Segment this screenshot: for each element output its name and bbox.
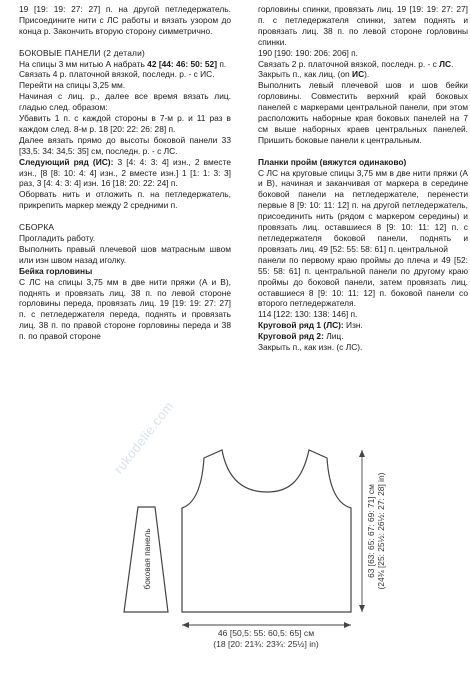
paragraph: Закрыть п., как изн. (с ЛС).: [258, 342, 363, 353]
paragraph: панели по первому краю проймы до плеча и 49 [52: 55: 58: 61] п. центральной панели по другому краю проймы до боковой панели, затем провязать лиц. оставшиеся 8 [9: 10: 11: 12] п. боковой панели со второго петледержателя.: [258, 254, 468, 309]
height-label-imperial: (24¾ [25: 25½: 26½: 27: 28] in): [376, 472, 386, 590]
schematic-diagram: [0, 420, 470, 690]
side-panel-label: боковая панель: [142, 528, 152, 590]
paragraph: Связать 2 р. платочной вязкой, последн. р. - с ЛС.: [258, 58, 454, 69]
paragraph: горловины спинки, провязать лиц. 19 [19: 19: 27: 27] п. с петледержателя спинки, затем поднять и провязать лиц. 38 п. по левой стороне горловины спинки.: [258, 4, 468, 47]
paragraph: На спицы 3 мм нитью А набрать 42 [44: 46: 50: 52] п.: [19, 58, 227, 69]
paragraph: Начиная с лиц. р., далее все время вязать лиц. гладью след. образом:: [19, 91, 231, 113]
paragraph: Круговой ряд 2: Лиц.: [258, 331, 344, 342]
schematic-svg: [0, 420, 470, 690]
paragraph: Убавить 1 п. с каждой стороны в 7-м р. и 11 раз в каждом след. 8-м р. 18 [20: 22: 26: 28] п.: [19, 113, 231, 134]
paragraph: Прогладить работу.: [19, 233, 96, 243]
height-arrow-top-icon: [359, 450, 365, 457]
paragraph: Круговой ряд 1 (ЛС): Изн.: [258, 320, 363, 331]
width-arrow-right-icon: [344, 622, 351, 628]
paragraph: Закрыть п., как лиц. (on ИС).: [258, 69, 370, 80]
paragraph: Выполнить левый плечевой шов и шов бейки горловины. Совместить верхний край боковых панелей с маркерами центральной панели, при этом расположить наборные края боковых панелей на 7 см выше наборных краев центральных панелей. Пришить боковые панели к центральным.: [258, 80, 468, 145]
watermark: rukodelie.com: [110, 398, 177, 477]
paragraph: 190 [190: 190: 206: 206] п.: [258, 47, 358, 58]
height-label-metric: 63 [63: 65: 67: 69: 71] см: [366, 484, 376, 578]
width-arrow-left-icon: [182, 622, 189, 628]
paragraph: Следующий ряд (ИС): 3 [4: 4: 3: 4] изн., 2 вместе изн., [8 [8: 10: 4: 4] изн., 2 вместе изн.] 1 [1: 1: 3: 3] раз, 3 [4: 4: 3: 4] изн. 16 [18: 20: 22: 24] п.: [19, 156, 231, 189]
paragraph: Далее вязать прямо до высоты боковой панели 33 [33,5: 34: 34,5: 35] см, последн. р. - с ЛС.: [19, 134, 231, 156]
paragraph: Перейти на спицы 3,25 мм.: [19, 80, 126, 91]
neckband-heading: Бейка горловины: [19, 265, 93, 276]
paragraph: С ЛС на круговые спицы 3,75 мм в две нити пряжи (А и В), начиная и заканчивая от маркера в середине боковой панели на петледержателе, перенести первые 8 [9: 10: 11: 12] п. на другой петледержатель, присоединить нить (рядом с маркером середины) и провязать лиц. оставшиеся 8 [9: 10: 11: 12] п. с петледержателя боковой панели, поднять и провязать лиц. 49 [52: 55: 58: 61] п. центральной: [258, 167, 468, 254]
tank-top-body-shape: [182, 450, 351, 612]
paragraph: С ЛС на спицы 3,75 мм в две нити пряжи (А и В), поднять и провязать лиц. 38 п. по левой стороне горловины переда, провязать лиц. 19 [19: 19: 27: 27] п. с петледержателя переда, поднять и провязать лиц. 38 п. по правой стороне горловины переда и 38 п. по правой стороне: [19, 276, 231, 342]
width-label-imperial: (18 [20: 21¾: 23¾: 25½] in): [213, 639, 319, 649]
right-text-column: [258, 4, 468, 353]
paragraph: 19 [19: 19: 27: 27] п. на другой петледержатель. Присоедините нити с ЛС работы и вязать узором до конца р. Закончить вторую сторону симметрично.: [19, 4, 231, 36]
armhole-heading: Планки пройм (вяжутся одинаково): [258, 156, 407, 167]
side-panels-heading: БОКОВЫЕ ПАНЕЛИ (2 детали): [19, 47, 146, 58]
height-arrow-bottom-icon: [359, 605, 365, 612]
assembly-heading: СБОРКА: [19, 222, 55, 233]
paragraph: 114 [122: 130: 138: 146] п.: [258, 309, 358, 320]
paragraph: Оборвать нить и отложить п. на петледержатель, прикрепить маркер между 2 средними п.: [19, 189, 231, 211]
left-text-column: [19, 4, 231, 342]
width-label-metric: 46 [50,5: 55: 60,5: 65] см: [217, 628, 315, 638]
paragraph: Связать 4 р. платочной вязкой, последн. р. - с ИС.: [19, 69, 215, 80]
paragraph: Выполнить правый плечевой шов матрасным швом или изн швом назад иголку.: [19, 243, 231, 265]
